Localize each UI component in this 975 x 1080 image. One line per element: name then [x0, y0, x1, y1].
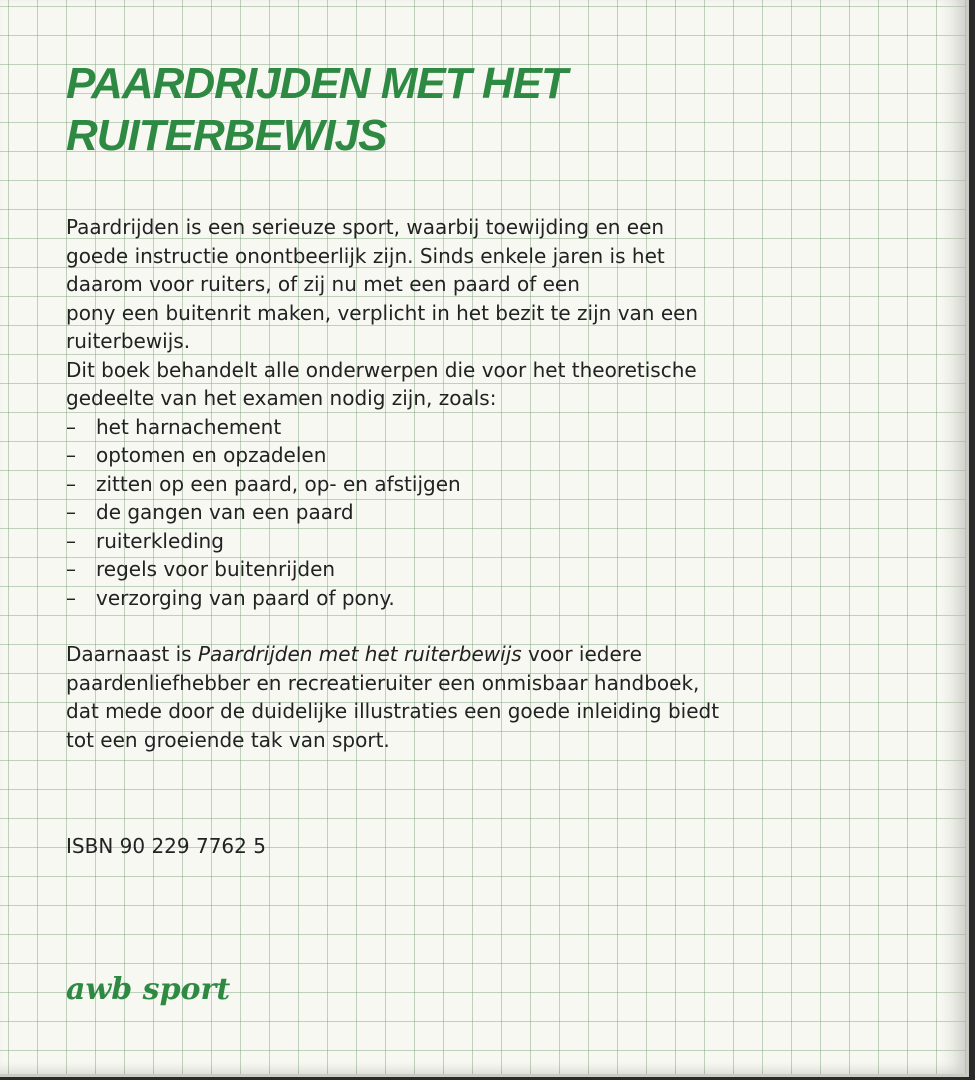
- dash-bullet: –: [66, 471, 76, 496]
- list-item: – optomen en opzadelen: [66, 441, 866, 470]
- intro-line: pony een buitenrit maken, verplicht in het bezit te zijn van een: [66, 300, 699, 325]
- dash-bullet: –: [66, 557, 76, 581]
- blurb: [66, 213, 866, 754]
- dash-bullet: –: [66, 585, 76, 610]
- intro-line: ruiterbewijs.: [66, 329, 191, 353]
- intro-line: goede instructie onontbeerlijk zijn. Sinds enkele jaren is het: [66, 243, 665, 268]
- book-title-italic: Paardrijden met het ruiterbewijs: [197, 642, 522, 666]
- intro-line: Paardrijden is een serieuze sport, waarbij toewijding en een: [66, 215, 665, 239]
- publisher-logo: awb sport: [66, 972, 231, 1007]
- closing-line: paardenliefhebber en recreatieruiter een onmisbaar handboek,: [66, 670, 700, 695]
- closing-line: dat mede door de duidelijke illustraties een goede inleiding biedt: [66, 699, 720, 723]
- dash-bullet: –: [66, 528, 76, 553]
- intro-line: gedeelte van het examen nodig zijn, zoals:: [66, 386, 497, 410]
- list-item: – het harnachement: [66, 413, 866, 442]
- dash-bullet: –: [66, 443, 76, 467]
- title-line-2: RUITERBEWIJS: [66, 111, 387, 160]
- list-item: – de gangen van een paard: [66, 498, 866, 527]
- list-item: – ruiterkleding: [66, 527, 866, 556]
- list-item: – verzorging van paard of pony.: [66, 584, 866, 613]
- intro-line: Dit boek behandelt alle onderwerpen die voor het theoretische: [66, 357, 697, 382]
- list-item: – regels voor buitenrijden: [66, 555, 866, 584]
- book-title: [66, 58, 567, 162]
- closing-line: Daarnaast is Paardrijden met het ruiterbewijs voor iedere: [66, 642, 642, 666]
- title-line-1: PAARDRIJDEN MET HET: [66, 59, 567, 108]
- cover-edge-shadow: [940, 0, 966, 1074]
- closing-line: tot een groeiende tak van sport.: [66, 727, 390, 752]
- intro-line: daarom voor ruiters, of zij nu met een paard of een: [66, 272, 580, 296]
- dash-bullet: –: [66, 500, 76, 524]
- isbn: ISBN 90 229 7762 5: [66, 834, 266, 858]
- topic-list: [66, 413, 866, 613]
- list-item: – zitten op een paard, op- en afstijgen: [66, 470, 866, 499]
- dash-bullet: –: [66, 414, 76, 439]
